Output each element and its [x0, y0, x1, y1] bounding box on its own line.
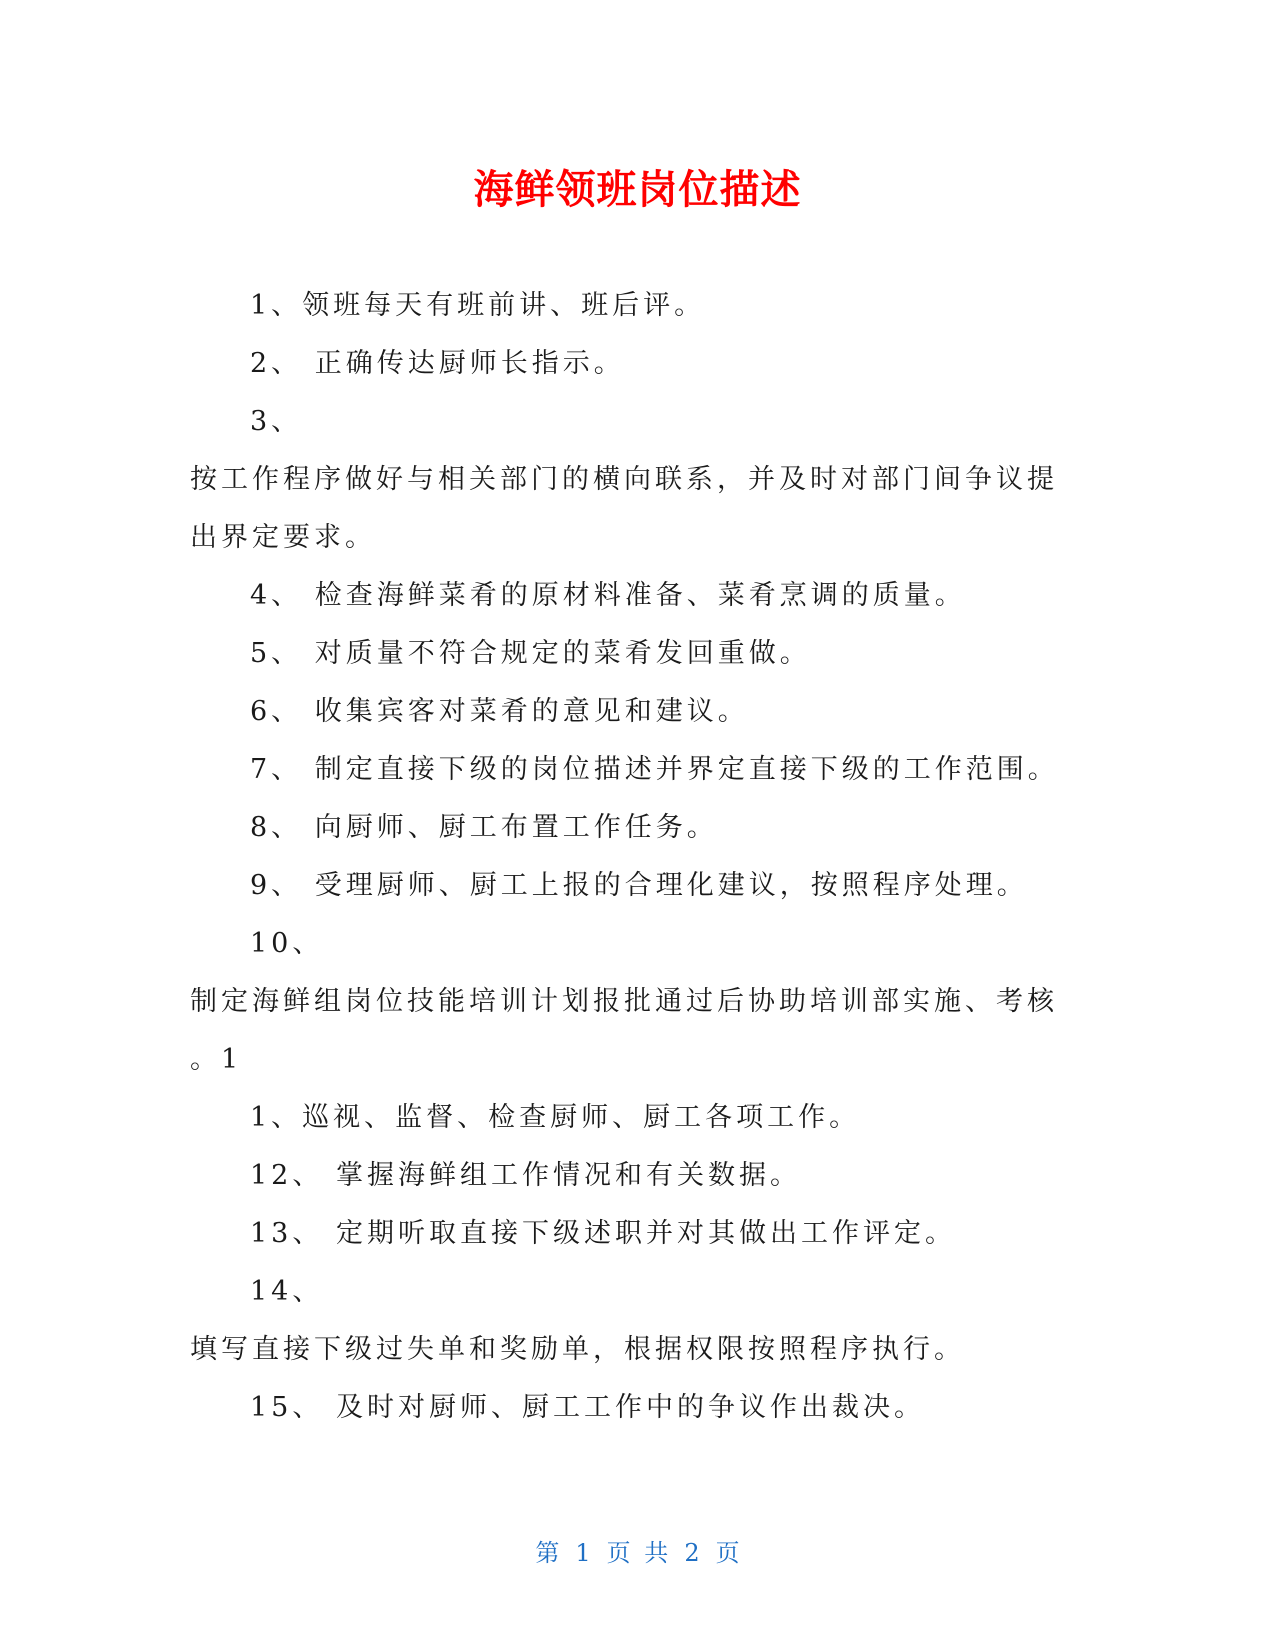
- footer-current-page: 1: [575, 1539, 591, 1567]
- paragraph-line: 。1: [190, 1044, 243, 1075]
- paragraph-line: 13、 定期听取直接下级述职并对其做出工作评定。: [250, 1218, 956, 1249]
- paragraph-line: 出界定要求。: [190, 522, 376, 553]
- paragraph-line: 10、: [250, 928, 324, 959]
- paragraph-line: 15、 及时对厨师、厨工工作中的争议作出裁决。: [250, 1392, 925, 1423]
- paragraph-line: 4、 检查海鲜菜肴的原材料准备、菜肴烹调的质量。: [250, 580, 966, 611]
- paragraph-line: 14、: [250, 1276, 324, 1307]
- page-footer: [0, 1537, 1275, 1569]
- paragraph-line: 6、 收集宾客对菜肴的意见和建议。: [250, 696, 749, 727]
- paragraph-line: 9、 受理厨师、厨工上报的合理化建议，按照程序处理。: [250, 870, 1028, 901]
- paragraph-line: 1、领班每天有班前讲、班后评。: [250, 290, 706, 321]
- paragraph-line: 12、 掌握海鲜组工作情况和有关数据。: [250, 1160, 801, 1191]
- paragraph-line: 3、: [250, 406, 303, 437]
- paragraph-line: 7、 制定直接下级的岗位描述并界定直接下级的工作范围。: [250, 754, 1059, 785]
- paragraph-line: 5、 对质量不符合规定的菜肴发回重做。: [250, 638, 811, 669]
- paragraph-line: 制定海鲜组岗位技能培训计划报批通过后协助培训部实施、考核: [190, 986, 1058, 1017]
- paragraph-line: 2、 正确传达厨师长指示。: [250, 348, 625, 379]
- footer-suffix: 页: [715, 1539, 740, 1567]
- footer-middle: 页 共: [606, 1539, 669, 1567]
- footer-total-pages: 2: [684, 1539, 700, 1567]
- document-title: 海鲜领班岗位描述: [473, 167, 802, 213]
- footer-prefix: 第: [535, 1539, 560, 1567]
- paragraph-line: 1、巡视、监督、检查厨师、厨工各项工作。: [250, 1102, 861, 1133]
- paragraph-line: 填写直接下级过失单和奖励单，根据权限按照程序执行。: [190, 1334, 965, 1365]
- paragraph-line: 8、 向厨师、厨工布置工作任务。: [250, 812, 718, 843]
- paragraph-line: 按工作程序做好与相关部门的横向联系，并及时对部门间争议提: [190, 464, 1058, 495]
